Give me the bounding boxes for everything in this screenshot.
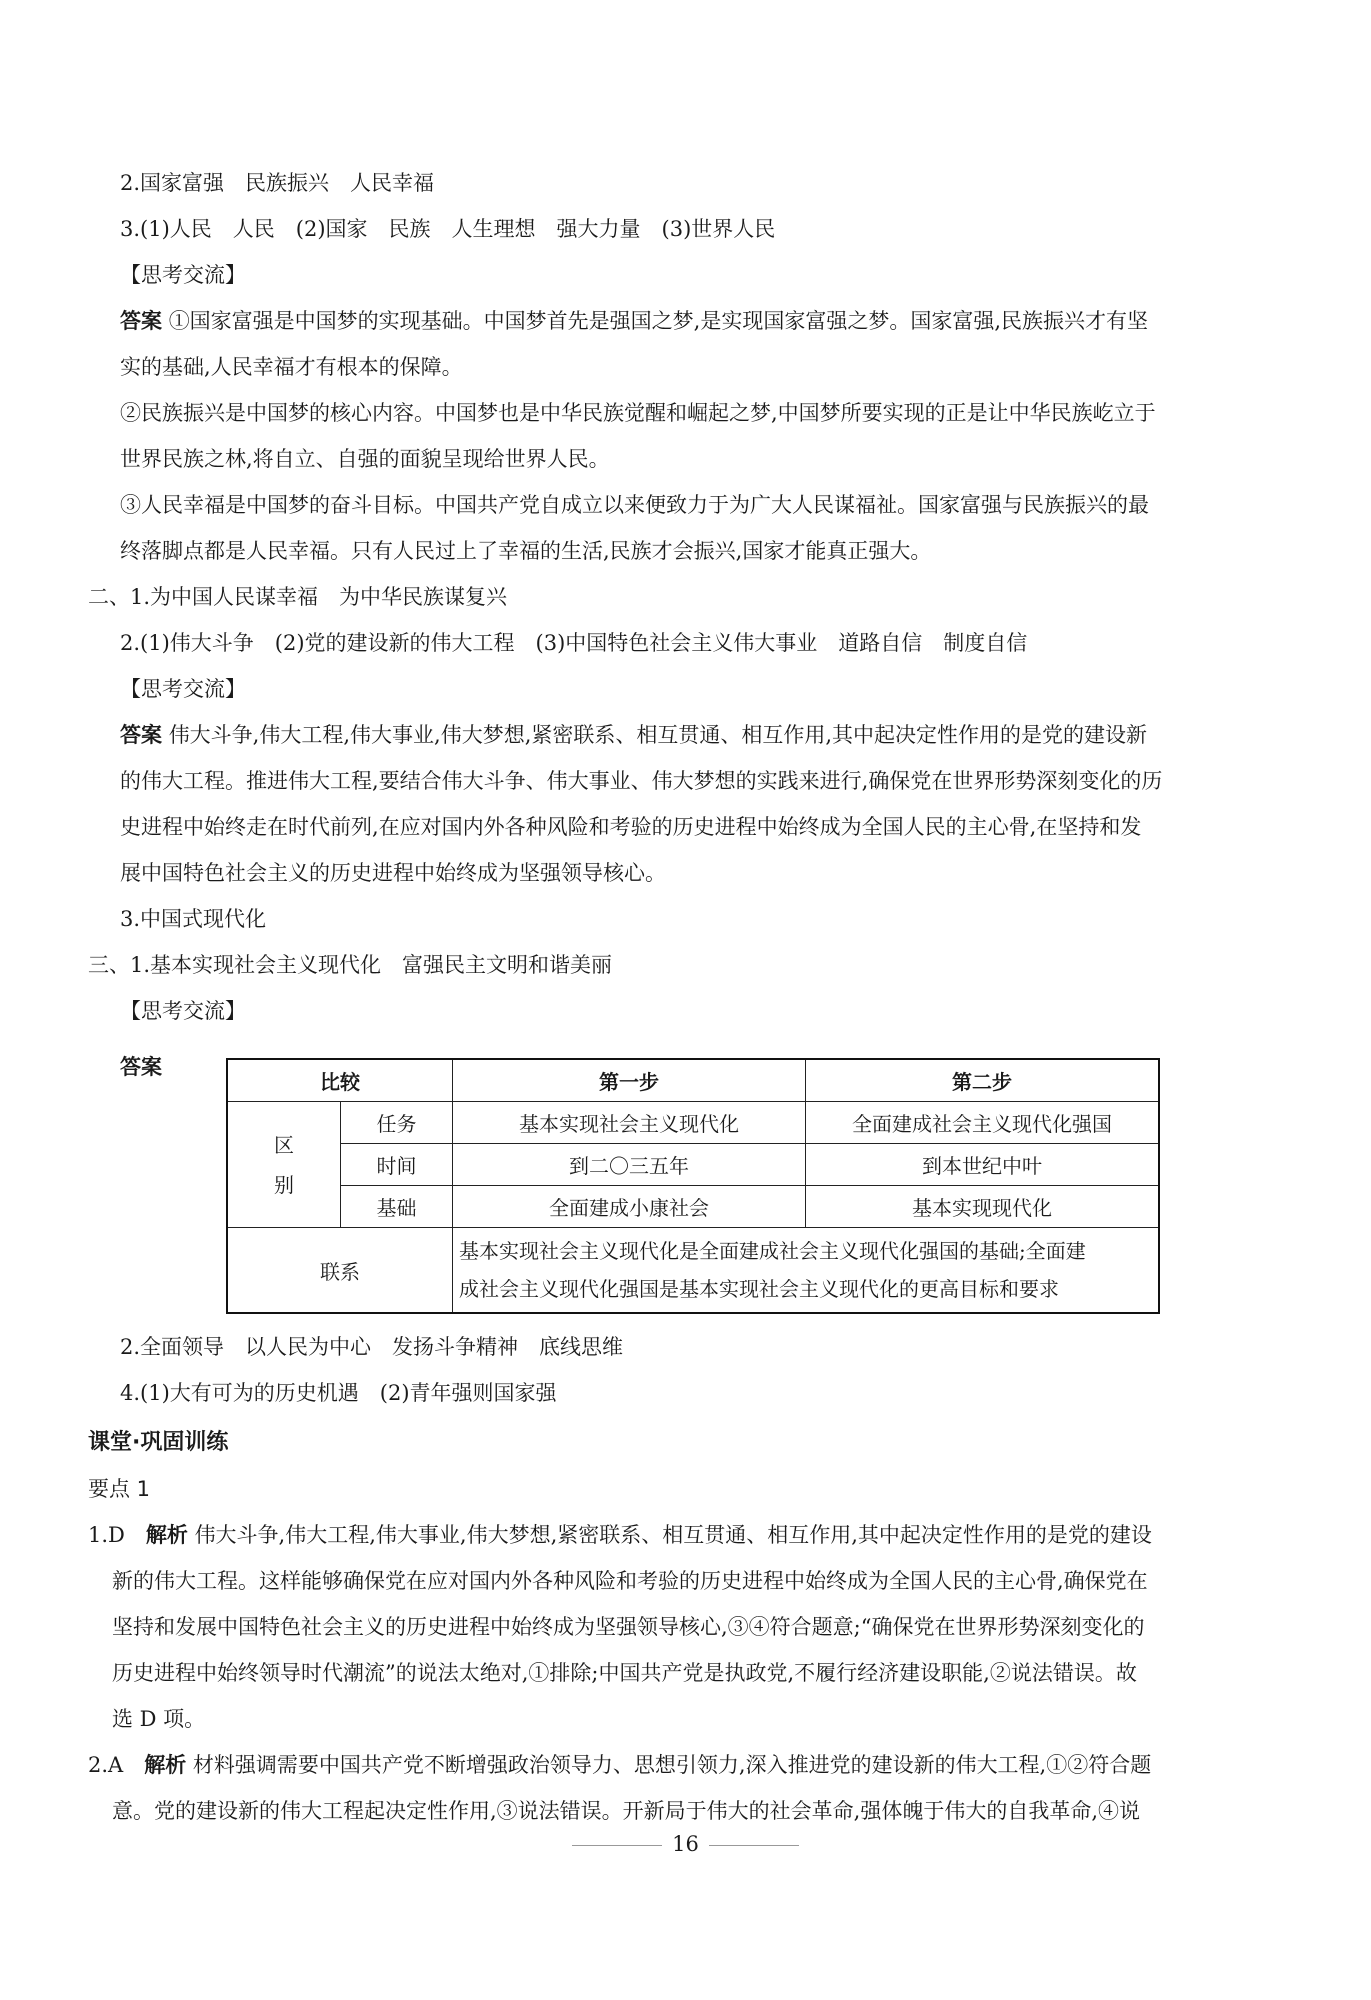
table-cell: 基本实现社会主义现代化 <box>453 1102 806 1144</box>
answer-line: 历史进程中始终领导时代潮流”的说法太绝对,①排除;中国共产党是执政党,不履行经济建设职能,②说法错误。故 <box>112 1661 1137 1685</box>
table-header: 第二步 <box>806 1059 1160 1102</box>
table-header: 第一步 <box>453 1059 806 1102</box>
question-1: 1.D 解析 伟大斗争,伟大工程,伟大事业,伟大梦想,紧密联系、相互贯通、相互作用,其中起决定性作用的是党的建设 <box>88 1523 1152 1547</box>
answer-line: 世界民族之林,将自立、自强的面貌呈现给世界人民。 <box>120 447 610 471</box>
footer-rule <box>709 1845 799 1846</box>
answer-line: 3.中国式现代化 <box>120 907 267 931</box>
answer-line: 坚持和发展中国特色社会主义的历史进程中始终成为坚强领导核心,③④符合题意;“确保党在世界形势深刻变化的 <box>112 1615 1145 1639</box>
table-cell: 基础 <box>341 1186 453 1228</box>
table-cell: 时间 <box>341 1144 453 1186</box>
table-cell: 全面建成小康社会 <box>453 1186 806 1228</box>
answer-line: 2.(1)伟大斗争 (2)党的建设新的伟大工程 (3)中国特色社会主义伟大事业 道路自信 制度自信 <box>120 631 1028 655</box>
table-cell: 到二〇三五年 <box>453 1144 806 1186</box>
answer-line: ②民族振兴是中国梦的核心内容。中国梦也是中华民族觉醒和崛起之梦,中国梦所要实现的正是让中华民族屹立于 <box>120 401 1156 425</box>
table-cell: 全面建成社会主义现代化强国 <box>806 1102 1160 1144</box>
answer-line: 3.(1)人民 人民 (2)国家 民族 人生理想 强大力量 (3)世界人民 <box>120 217 776 241</box>
question-2: 2.A 解析 材料强调需要中国共产党不断增强政治领导力、思想引领力,深入推进党的建设新的伟大工程,①②符合题 <box>88 1753 1152 1777</box>
answer-line: ③人民幸福是中国梦的奋斗目标。中国共产党自成立以来便致力于为广大人民谋福祉。国家富强与民族振兴的最 <box>120 493 1149 517</box>
table-cell: 到本世纪中叶 <box>806 1144 1160 1186</box>
answer-label: 答案 <box>120 309 162 333</box>
table-cell: 任务 <box>341 1102 453 1144</box>
footer-rule <box>572 1845 662 1846</box>
point-label: 要点 1 <box>88 1477 151 1501</box>
answer-line: 的伟大工程。推进伟大工程,要结合伟大斗争、伟大事业、伟大梦想的实践来进行,确保党在世界形势深刻变化的历 <box>120 769 1163 793</box>
answer-paragraph <box>120 720 1147 750</box>
page-number: 16 <box>672 1832 699 1856</box>
answer-line: 选 D 项。 <box>112 1707 206 1731</box>
section-tag: 【思考交流】 <box>120 677 246 701</box>
section-heading: 课堂·巩固训练 <box>88 1430 229 1455</box>
answer-line: 2.国家富强 民族振兴 人民幸福 <box>120 171 435 195</box>
answer-label: 答案 <box>120 723 162 747</box>
answer-line: 三、1.基本实现社会主义现代化 富强民主文明和谐美丽 <box>88 953 613 977</box>
table-cell: 基本实现社会主义现代化是全面建成社会主义现代化强国的基础;全面建 成社会主义现代化强国是基本实现社会主义现代化的更高目标和要求 <box>453 1228 1160 1314</box>
answer-line: 意。党的建设新的伟大工程起决定性作用,③说法错误。开新局于伟大的社会革命,强体魄于伟大的自我革命,④说 <box>112 1799 1141 1823</box>
answer-paragraph <box>120 306 1148 336</box>
table-cell: 基本实现现代化 <box>806 1186 1160 1228</box>
answer-line: 实的基础,人民幸福才有根本的保障。 <box>120 355 463 379</box>
comparison-table <box>226 1058 1160 1314</box>
answer-text: ①国家富强是中国梦的实现基础。中国梦首先是强国之梦,是实现国家富强之梦。国家富强,民族振兴才有坚 <box>168 309 1149 333</box>
answer-line: 史进程中始终走在时代前列,在应对国内外各种风险和考验的历史进程中始终成为全国人民的主心骨,在坚持和发 <box>120 815 1142 839</box>
answer-line: 二、1.为中国人民谋幸福 为中华民族谋复兴 <box>88 585 508 609</box>
answer-line: 展中国特色社会主义的历史进程中始终成为坚强领导核心。 <box>120 861 666 885</box>
table-cell: 区 别 <box>227 1102 341 1228</box>
table-header: 比较 <box>227 1059 453 1102</box>
section-tag: 【思考交流】 <box>120 263 246 287</box>
answer-line: 4.(1)大有可为的历史机遇 (2)青年强则国家强 <box>120 1381 557 1405</box>
page-footer <box>0 1832 1371 1856</box>
answer-line: 2.全面领导 以人民为中心 发扬斗争精神 底线思维 <box>120 1335 624 1359</box>
answer-line: 新的伟大工程。这样能够确保党在应对国内外各种风险和考验的历史进程中始终成为全国人民的主心骨,确保党在 <box>112 1569 1148 1593</box>
answer-label: 答案 <box>120 1055 162 1079</box>
answer-line: 终落脚点都是人民幸福。只有人民过上了幸福的生活,民族才会振兴,国家才能真正强大。 <box>120 539 932 563</box>
table-cell: 联系 <box>227 1228 453 1314</box>
section-tag: 【思考交流】 <box>120 999 246 1023</box>
answer-text: 伟大斗争,伟大工程,伟大事业,伟大梦想,紧密联系、相互贯通、相互作用,其中起决定性作用的是党的建设新 <box>168 723 1148 747</box>
